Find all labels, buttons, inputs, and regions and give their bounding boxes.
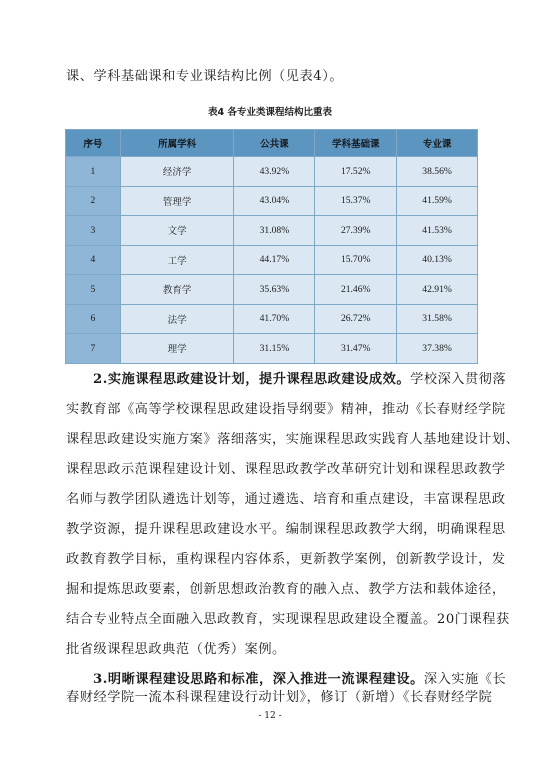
row-public: 43.92% xyxy=(234,157,315,187)
row-public: 31.15% xyxy=(234,334,315,364)
table-row xyxy=(66,157,478,187)
row-subject: 工学 xyxy=(120,245,234,275)
row-no: 1 xyxy=(66,157,121,187)
row-basic: 27.39% xyxy=(315,216,397,246)
row-major: 31.58% xyxy=(397,304,478,334)
row-major: 41.53% xyxy=(397,216,478,246)
table-row xyxy=(66,186,478,216)
section2-line: 课程思政示范课程建设计划、课程思政教学改革研究计划和课程思政教学 xyxy=(66,462,506,477)
row-no: 5 xyxy=(66,275,121,305)
section2-line: 批省级课程思政典范（优秀）案例。 xyxy=(66,642,286,657)
row-basic: 26.72% xyxy=(315,304,397,334)
header-subject: 所属学科 xyxy=(120,130,234,157)
row-no: 4 xyxy=(66,245,121,275)
row-basic: 31.47% xyxy=(315,334,397,364)
section3-line: 春财经学院一流本科课程建设行动计划》，修订（新增）《长春财经学院 xyxy=(66,690,493,705)
row-basic: 21.46% xyxy=(315,275,397,305)
row-subject: 理学 xyxy=(120,334,234,364)
row-no: 2 xyxy=(66,186,121,216)
row-public: 44.17% xyxy=(234,245,315,275)
row-major: 40.13% xyxy=(397,245,478,275)
section2-line: 实教育部《高等学校课程思政建设指导纲要》精神，推动《长春财经学院 xyxy=(66,402,506,417)
section2-line: 学校深入贯彻落 xyxy=(410,372,507,387)
section2-line: 教学资源，提升课程思政建设水平。编制课程思政教学大纲，明确课程思 xyxy=(66,522,506,537)
row-basic: 15.70% xyxy=(315,245,397,275)
table-row xyxy=(66,216,478,246)
table-header-row xyxy=(66,130,478,157)
table-row xyxy=(66,245,478,275)
table-row xyxy=(66,304,478,334)
table-caption: 表4 各专业类课程结构比重表 xyxy=(208,107,332,118)
row-subject: 法学 xyxy=(120,304,234,334)
course-structure-table xyxy=(65,129,478,364)
row-public: 35.63% xyxy=(234,275,315,305)
section3-heading: 3.明晰课程建设思路和标准，深入推进一流课程建设。 xyxy=(93,672,424,687)
page-number: - 12 - xyxy=(258,711,282,721)
row-subject: 教育学 xyxy=(120,275,234,305)
section3-line: 深入实施《长 xyxy=(423,672,507,687)
row-public: 31.08% xyxy=(234,216,315,246)
row-major: 38.56% xyxy=(397,157,478,187)
row-major: 41.59% xyxy=(397,186,478,216)
row-subject: 文学 xyxy=(120,216,234,246)
row-major: 37.38% xyxy=(397,334,478,364)
header-no: 序号 xyxy=(66,130,121,157)
section2-line: 课程思政建设实施方案》落细落实，实施课程思政实践育人基地建设计划、 xyxy=(66,432,520,447)
table-row xyxy=(66,334,478,364)
row-no: 7 xyxy=(66,334,121,364)
table-row xyxy=(66,275,478,305)
header-basic: 学科基础课 xyxy=(315,130,397,157)
section2-line: 政教育教学目标，重构课程内容体系，更新教学案例，创新教学设计，发 xyxy=(66,552,506,567)
section2-heading: 2.实施课程思政建设计划，提升课程思政建设成效。 xyxy=(93,372,411,387)
section2-line: 结合专业特点全面融入思政教育，实现课程思政建设全覆盖。20门课程获 xyxy=(66,612,510,627)
section3-first-line xyxy=(93,671,507,689)
row-public: 43.04% xyxy=(234,186,315,216)
section2-line: 掘和提炼思政要素，创新思想政治教育的融入点、教学方法和载体途径， xyxy=(66,582,506,597)
row-basic: 17.52% xyxy=(315,157,397,187)
header-public: 公共课 xyxy=(234,130,315,157)
section2-line: 名师与教学团队遴选计划等，通过遴选、培育和重点建设，丰富课程思政 xyxy=(66,492,506,507)
row-subject: 管理学 xyxy=(120,186,234,216)
row-public: 41.70% xyxy=(234,304,315,334)
row-basic: 15.37% xyxy=(315,186,397,216)
row-subject: 经济学 xyxy=(120,157,234,187)
section2-first-line xyxy=(93,371,507,389)
row-no: 6 xyxy=(66,304,121,334)
intro-line: 课、学科基础课和专业课结构比例（见表4）。 xyxy=(66,69,344,84)
row-no: 3 xyxy=(66,216,121,246)
header-major: 专业课 xyxy=(397,130,478,157)
row-major: 42.91% xyxy=(397,275,478,305)
